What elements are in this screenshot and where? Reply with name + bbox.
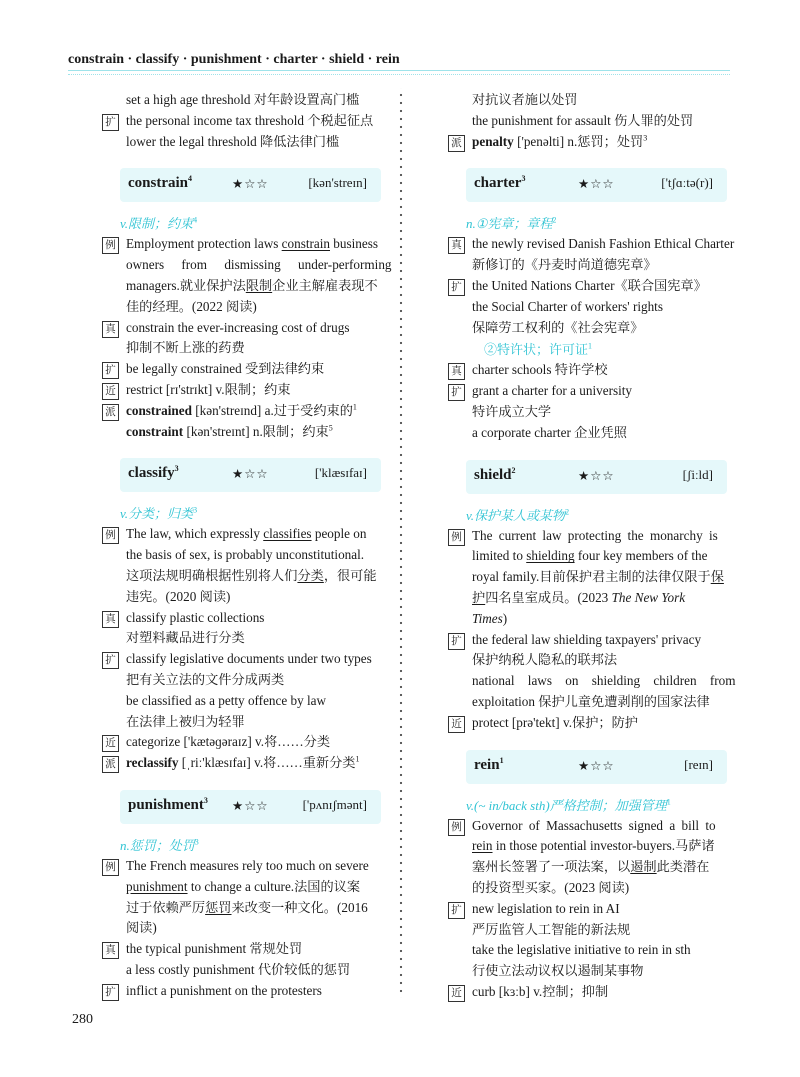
entry-line: 把有关立法的文件分成两类 bbox=[126, 671, 285, 687]
entry-line: take the legislative initiative to rein in sth bbox=[472, 942, 691, 958]
tag-kuo: 扩 bbox=[102, 652, 119, 669]
entry-line: 行使立法动议权以遏制某事物 bbox=[472, 963, 644, 979]
entry-line: a less costly punishment 代价较低的惩罚 bbox=[126, 961, 351, 977]
example-line: 阅读) bbox=[126, 920, 157, 936]
entry-line: 扩 grant a charter for a university bbox=[444, 381, 727, 402]
tag-li: 例 bbox=[102, 859, 119, 876]
entry-line: 保障劳工权利的《社会宪章》 bbox=[472, 319, 644, 335]
example-line: 例 Employment protection laws constrain business bbox=[98, 234, 381, 255]
tag-kuo: 扩 bbox=[448, 902, 465, 919]
entry-line: 真 charter schools 特许学校 bbox=[444, 360, 727, 381]
entry-line: 真 the newly revised Danish Fashion Ethical Charter bbox=[444, 234, 727, 255]
part-of-speech: v.(~ in/back sth)严格控制；加强管理$^1$ bbox=[466, 797, 671, 813]
tag-pai: 派 bbox=[102, 404, 119, 421]
example-line: royal family.目前保护君主制的法律仅限于保 bbox=[472, 569, 724, 585]
entry-line: 真 constrain the ever-increasing cost of drugs bbox=[98, 318, 381, 339]
tag-zhen: 真 bbox=[448, 237, 465, 254]
entry-line: 近 curb [kɜːb] v.控制；抑制 bbox=[444, 982, 727, 1003]
star-rating: ★☆☆ bbox=[232, 798, 269, 813]
headword: shield$^2$ bbox=[474, 465, 516, 483]
part-of-speech: n.惩罚；处罚$^3$ bbox=[120, 837, 199, 853]
tag-li: 例 bbox=[448, 529, 465, 546]
entry-line: 派 reclassify [ˌriː'klæsɪfaɪ] v.将……重新分类$^1$ bbox=[98, 753, 381, 774]
word-header-rein bbox=[466, 750, 727, 784]
example-line: 例 The current law protecting the monarchy is bbox=[444, 526, 727, 547]
headword: rein$^1$ bbox=[474, 755, 504, 773]
entry-line: 近 restrict [rɪ'strɪkt] v.限制；约束 bbox=[98, 380, 381, 401]
part-of-speech: v.分类；归类$^3$ bbox=[120, 506, 198, 522]
entry-line: 扩 be legally constrained 受到法律约束 bbox=[98, 359, 381, 380]
part-of-speech: v.保护某人或某物$^2$ bbox=[466, 507, 570, 523]
phonetic: ['tʃɑːtə(r)] bbox=[661, 175, 713, 191]
tag-jin: 近 bbox=[102, 735, 119, 752]
entry-line: 扩 the federal law shielding taxpayers' privacy bbox=[444, 630, 727, 651]
tag-kuo: 扩 bbox=[448, 279, 465, 296]
tag-kuo: 扩 bbox=[102, 984, 119, 1001]
tag-li: 例 bbox=[102, 527, 119, 544]
entry-line: 扩 the personal income tax threshold 个税起征点 bbox=[98, 111, 381, 132]
column-divider bbox=[396, 88, 406, 998]
headword: punishment$^3$ bbox=[128, 795, 208, 813]
example-line: 护四名皇室成员。(2023 The New York bbox=[472, 589, 686, 605]
example-line: owners from dismissing under-performing bbox=[126, 257, 392, 273]
entry-line: a corporate charter 企业凭照 bbox=[472, 424, 627, 440]
example-line: punishment to change a culture.法国的议案 bbox=[126, 878, 361, 894]
entry-line: 派 penalty ['penəlti] n.惩罚；处罚$^3$ bbox=[444, 132, 727, 153]
entry-line: the Social Charter of workers' rights bbox=[472, 298, 663, 314]
star-rating: ★☆☆ bbox=[578, 177, 615, 192]
tag-zhen: 真 bbox=[448, 363, 465, 380]
tag-jin: 近 bbox=[448, 985, 465, 1002]
example-line: 例 The French measures rely too much on severe bbox=[98, 856, 381, 877]
example-line: 例 The law, which expressly classifies people on bbox=[98, 524, 381, 545]
part-of-speech: n.①宪章；章程$^2$ bbox=[466, 216, 557, 232]
right-column bbox=[444, 90, 736, 1003]
entry-line: 派 constrained [kən'streɪnd] a.过于受约束的$^1$ bbox=[98, 401, 381, 422]
entry-line: national laws on shielding children from bbox=[472, 673, 736, 689]
entry-line: 扩 inflict a punishment on the protesters bbox=[98, 981, 381, 1002]
headword: charter$^3$ bbox=[474, 174, 526, 192]
example-line: managers.就业保护法限制企业主解雇表现不 bbox=[126, 277, 378, 293]
example-line: 的投资型买家。(2023 阅读) bbox=[472, 879, 630, 895]
part-of-speech: ②特许状；许可证$^1$ bbox=[484, 342, 593, 358]
example-line: 过于依赖严厉惩罚来改变一种文化。(2016 bbox=[126, 899, 368, 915]
entry-line: 对抗议者施以处罚 bbox=[472, 92, 578, 107]
phonetic: ['pʌnɪʃmənt] bbox=[302, 796, 367, 812]
word-header-charter bbox=[466, 168, 727, 202]
phonetic: [reɪn] bbox=[684, 756, 713, 772]
example-line: 这项法规明确根据性别将人们分类，很可能 bbox=[126, 567, 377, 583]
tag-jin: 近 bbox=[448, 716, 465, 733]
word-header-classify bbox=[120, 458, 381, 492]
part-of-speech: v.限制；约束$^4$ bbox=[120, 216, 198, 232]
star-rating: ★☆☆ bbox=[232, 177, 269, 192]
entry-line: 真 classify plastic collections bbox=[98, 608, 381, 629]
tag-kuo: 扩 bbox=[102, 362, 119, 379]
tag-zhen: 真 bbox=[102, 942, 119, 959]
example-line: Times) bbox=[472, 610, 508, 626]
tag-pai: 派 bbox=[448, 135, 465, 152]
example-line: 违宪。(2020 阅读) bbox=[126, 588, 231, 604]
entry-line: exploitation 保护儿童免遭剥削的国家法律 bbox=[472, 693, 710, 709]
tag-jin: 近 bbox=[102, 383, 119, 400]
entry-line: be classified as a petty offence by law bbox=[126, 692, 327, 708]
star-rating: ★☆☆ bbox=[232, 467, 269, 482]
word-header-punishment bbox=[120, 790, 381, 824]
tag-zhen: 真 bbox=[102, 611, 119, 628]
tag-li: 例 bbox=[448, 819, 465, 836]
tag-kuo: 扩 bbox=[448, 384, 465, 401]
tag-li: 例 bbox=[102, 237, 119, 254]
entry-line: 特许成立大学 bbox=[472, 403, 552, 419]
tag-pai: 派 bbox=[102, 756, 119, 773]
example-line: rein in those potential investor-buyers.马萨诸 bbox=[472, 838, 715, 854]
word-header-shield bbox=[466, 460, 727, 494]
entry-line: 扩 new legislation to rein in AI bbox=[444, 899, 727, 920]
tag-kuo: 扩 bbox=[102, 114, 119, 131]
entry-line: 扩 the United Nations Charter《联合国宪章》 bbox=[444, 276, 727, 297]
header-rule bbox=[68, 70, 730, 71]
entry-line: 保护纳税人隐私的联邦法 bbox=[472, 652, 618, 668]
phonetic: [ʃiːld] bbox=[682, 466, 713, 482]
header-rule-dotted bbox=[68, 74, 730, 75]
star-rating: ★☆☆ bbox=[578, 758, 615, 773]
entry-line: 近 protect [prə'tekt] v.保护；防护 bbox=[444, 713, 727, 734]
entry-line: 扩 classify legislative documents under two types bbox=[98, 649, 381, 670]
example-line: 佳的经理。(2022 阅读) bbox=[126, 298, 257, 314]
tag-kuo: 扩 bbox=[448, 633, 465, 650]
tag-zhen: 真 bbox=[102, 321, 119, 338]
entry-line: lower the legal threshold 降低法律门槛 bbox=[126, 133, 340, 149]
page-number: 280 bbox=[72, 1012, 93, 1027]
entry-line: 对塑料藏品进行分类 bbox=[126, 630, 245, 646]
star-rating: ★☆☆ bbox=[578, 468, 615, 483]
word-header-constrain bbox=[120, 168, 381, 202]
entry-line: 近 categorize ['kætəɡəraɪz] v.将……分类 bbox=[98, 732, 381, 753]
entry-line: 抑制不断上涨的药费 bbox=[126, 340, 245, 356]
running-header: constrain · classify · punishment · charter · shield · rein bbox=[68, 52, 400, 67]
entry-line: 在法律上被归为轻罪 bbox=[126, 713, 245, 729]
entry-line: the punishment for assault 伤人罪的处罚 bbox=[472, 112, 694, 128]
entry-line: 严厉监管人工智能的新法规 bbox=[472, 921, 631, 937]
entry-line: 真 the typical punishment 常规处罚 bbox=[98, 939, 381, 960]
entry-line: 新修订的《丹麦时尚道德宪章》 bbox=[472, 257, 657, 273]
entry-line: set a high age threshold 对年龄设置高门槛 bbox=[126, 92, 360, 107]
example-line: the basis of sex, is probably unconstitutional. bbox=[126, 547, 365, 563]
phonetic: [kən'streɪn] bbox=[308, 175, 367, 191]
entry-line: constraint [kən'streɪnt] n.限制；约束$^5$ bbox=[126, 423, 333, 439]
headword: classify$^3$ bbox=[128, 464, 179, 482]
phonetic: ['klæsɪfaɪ] bbox=[314, 465, 367, 481]
example-line: 塞州长签署了一项法案，以遏制此类潜在 bbox=[472, 859, 710, 875]
example-line: 例 Governor of Massachusetts signed a bill to bbox=[444, 816, 727, 837]
example-line: limited to shielding four key members of the bbox=[472, 548, 708, 564]
left-column bbox=[98, 90, 392, 1002]
headword: constrain$^4$ bbox=[128, 174, 192, 192]
